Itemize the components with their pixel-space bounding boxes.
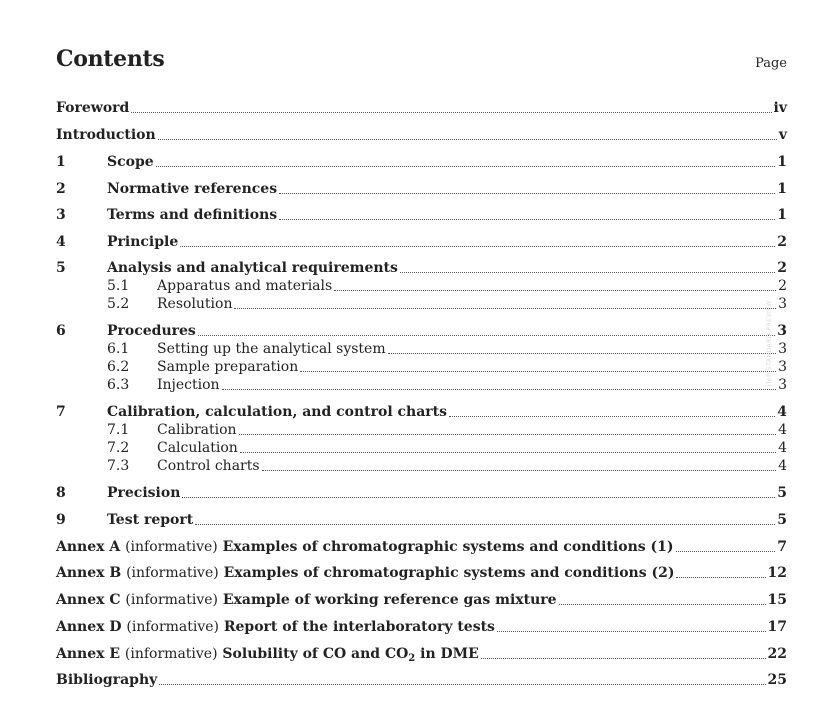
clause-number: 1 bbox=[56, 154, 66, 170]
toc-entry[interactable] bbox=[56, 259, 787, 277]
page-number: 3 bbox=[778, 341, 787, 357]
entry-title-text: Examples of chromatographic systems and conditions (1) bbox=[222, 539, 674, 555]
entry-title: Apparatus and materials bbox=[157, 278, 333, 294]
dot-leader bbox=[279, 218, 775, 220]
page-number: 3 bbox=[778, 359, 787, 375]
page-number: 2 bbox=[777, 260, 787, 276]
page-number: 2 bbox=[777, 234, 787, 250]
page-number: 4 bbox=[778, 440, 787, 456]
toc-entry[interactable] bbox=[56, 206, 787, 224]
clause-number: 7 bbox=[56, 404, 66, 420]
dot-leader bbox=[131, 111, 771, 113]
page-number: 1 bbox=[777, 181, 787, 197]
toc-entry[interactable] bbox=[56, 358, 787, 376]
entry-title: Calculation bbox=[157, 440, 238, 456]
dot-leader bbox=[222, 388, 777, 390]
toc-entry[interactable] bbox=[56, 618, 787, 636]
dot-leader bbox=[239, 433, 777, 435]
toc-entry[interactable] bbox=[56, 295, 787, 313]
subclause-number: 7.3 bbox=[107, 458, 130, 474]
toc-entry[interactable] bbox=[56, 340, 787, 358]
entry-title-tail: in DME bbox=[415, 646, 479, 662]
toc-entry[interactable] bbox=[56, 403, 787, 421]
toc-entry[interactable] bbox=[56, 277, 787, 295]
entry-title bbox=[224, 619, 495, 635]
dot-leader bbox=[180, 245, 775, 247]
entry-title: Calibration, calculation, and control charts bbox=[107, 404, 448, 420]
clause-number: 3 bbox=[56, 207, 66, 223]
annex-heading bbox=[56, 564, 674, 582]
annex-informative: (informative) bbox=[126, 565, 219, 581]
entry-title: Introduction bbox=[56, 127, 156, 143]
entry-title bbox=[224, 565, 675, 581]
entry-title bbox=[223, 539, 674, 555]
page-title: Contents bbox=[56, 46, 165, 72]
annex-informative: (informative) bbox=[125, 539, 218, 555]
entry-title bbox=[223, 592, 557, 608]
toc-entry[interactable] bbox=[56, 99, 787, 117]
entry-title: Control charts bbox=[157, 458, 260, 474]
entry-title: Setting up the analytical system bbox=[157, 341, 386, 357]
toc-entry[interactable] bbox=[56, 322, 787, 340]
entry-title: Scope bbox=[107, 154, 154, 170]
page-number: 7 bbox=[777, 539, 787, 555]
toc-entry[interactable] bbox=[56, 421, 787, 439]
annex-id: Annex B bbox=[56, 565, 122, 581]
subclause-number: 7.1 bbox=[107, 422, 130, 438]
toc-entry[interactable] bbox=[56, 180, 787, 198]
toc-entry[interactable] bbox=[56, 153, 787, 171]
page-number: 12 bbox=[767, 565, 787, 581]
toc-entry[interactable] bbox=[56, 671, 787, 689]
dot-leader bbox=[497, 630, 766, 632]
page-number: 3 bbox=[778, 296, 787, 312]
dot-leader bbox=[195, 523, 775, 525]
dot-leader bbox=[559, 603, 766, 605]
page-number: 15 bbox=[767, 592, 787, 608]
annex-heading bbox=[56, 618, 495, 636]
toc-entry[interactable] bbox=[56, 126, 787, 144]
toc-entry[interactable] bbox=[56, 484, 787, 502]
page-number: 4 bbox=[778, 422, 787, 438]
page-number: 3 bbox=[778, 377, 787, 393]
clause-number: 8 bbox=[56, 485, 66, 501]
entry-title-text: Example of working reference gas mixture bbox=[222, 592, 557, 608]
dot-leader bbox=[400, 271, 775, 273]
watermark-text: iTeh STANDARD PREVIEW bbox=[766, 300, 773, 387]
page-number: 4 bbox=[777, 404, 787, 420]
annex-id: Annex D bbox=[56, 619, 122, 635]
subclause-number: 5.2 bbox=[107, 296, 130, 312]
entry-title-text: Solubility of CO and CO bbox=[222, 646, 409, 662]
dot-leader bbox=[234, 307, 776, 309]
annex-id: Annex C bbox=[56, 592, 121, 608]
annex-id: Annex A bbox=[56, 539, 121, 555]
annex-informative: (informative) bbox=[126, 619, 220, 635]
annex-heading bbox=[56, 538, 674, 556]
page-number: 1 bbox=[777, 207, 787, 223]
clause-number: 6 bbox=[56, 323, 66, 339]
toc-entry[interactable] bbox=[56, 564, 787, 582]
dot-leader bbox=[182, 496, 775, 498]
annex-informative: (informative) bbox=[124, 646, 218, 662]
page-number: 2 bbox=[778, 278, 787, 294]
entry-title: Calibration bbox=[157, 422, 237, 438]
entry-title: Normative references bbox=[107, 181, 278, 197]
subclause-number: 6.3 bbox=[107, 377, 130, 393]
page-number: 25 bbox=[767, 672, 787, 688]
entry-title: Resolution bbox=[157, 296, 233, 312]
page-column-label: Page bbox=[755, 56, 787, 71]
page-number: 1 bbox=[777, 154, 787, 170]
entry-title bbox=[222, 646, 478, 662]
page-number: iv bbox=[773, 100, 787, 116]
annex-informative: (informative) bbox=[125, 592, 219, 608]
dot-leader bbox=[198, 334, 775, 336]
toc-entry[interactable] bbox=[56, 457, 787, 475]
dot-leader bbox=[676, 576, 765, 578]
dot-leader bbox=[334, 289, 776, 291]
entry-title: Principle bbox=[107, 234, 179, 250]
toc-page bbox=[56, 0, 787, 709]
toc-entry[interactable] bbox=[56, 538, 787, 556]
page-number: 5 bbox=[777, 485, 787, 501]
entry-title: Test report bbox=[107, 512, 194, 528]
subclause-number: 5.1 bbox=[107, 278, 130, 294]
dot-leader bbox=[388, 352, 776, 354]
subclause-number: 6.1 bbox=[107, 341, 130, 357]
annex-heading bbox=[56, 645, 479, 663]
entry-title: Sample preparation bbox=[157, 359, 299, 375]
entry-title: Analysis and analytical requirements bbox=[107, 260, 398, 276]
toc-entry[interactable] bbox=[56, 439, 787, 457]
entry-title: Precision bbox=[107, 485, 181, 501]
page-number: v bbox=[778, 127, 787, 143]
toc-entry[interactable] bbox=[56, 591, 787, 609]
entry-title: Foreword bbox=[56, 100, 130, 116]
clause-number: 9 bbox=[56, 512, 66, 528]
toc-entry[interactable] bbox=[56, 511, 787, 529]
page-number: 3 bbox=[777, 323, 787, 339]
entry-title-text: Report of the interlaboratory tests bbox=[223, 619, 495, 635]
dot-leader bbox=[159, 683, 765, 685]
entry-title: Injection bbox=[157, 377, 220, 393]
dot-leader bbox=[240, 451, 776, 453]
clause-number: 2 bbox=[56, 181, 66, 197]
dot-leader bbox=[158, 138, 777, 140]
entry-title: Bibliography bbox=[56, 672, 158, 688]
dot-leader bbox=[449, 415, 775, 417]
annex-id: Annex E bbox=[56, 646, 121, 662]
clause-number: 4 bbox=[56, 234, 66, 250]
clause-number: 5 bbox=[56, 260, 66, 276]
subclause-number: 7.2 bbox=[107, 440, 130, 456]
toc-entry[interactable] bbox=[56, 376, 787, 394]
dot-leader bbox=[300, 370, 776, 372]
annex-heading bbox=[56, 591, 557, 609]
dot-leader bbox=[279, 192, 775, 194]
page-number: 4 bbox=[778, 458, 787, 474]
dot-leader bbox=[156, 165, 776, 167]
dot-leader bbox=[676, 550, 776, 552]
page-number: 5 bbox=[777, 512, 787, 528]
entry-title: Procedures bbox=[107, 323, 196, 339]
page-number: 22 bbox=[767, 646, 787, 662]
dot-leader bbox=[481, 657, 766, 659]
page-number: 17 bbox=[767, 619, 787, 635]
entry-title: Terms and definitions bbox=[107, 207, 278, 223]
entry-title-text: Examples of chromatographic systems and conditions (2) bbox=[223, 565, 675, 581]
toc-entry[interactable] bbox=[56, 645, 787, 663]
subscript: 2 bbox=[408, 653, 416, 664]
subclause-number: 6.2 bbox=[107, 359, 130, 375]
toc-entry[interactable] bbox=[56, 233, 787, 251]
dot-leader bbox=[262, 469, 777, 471]
